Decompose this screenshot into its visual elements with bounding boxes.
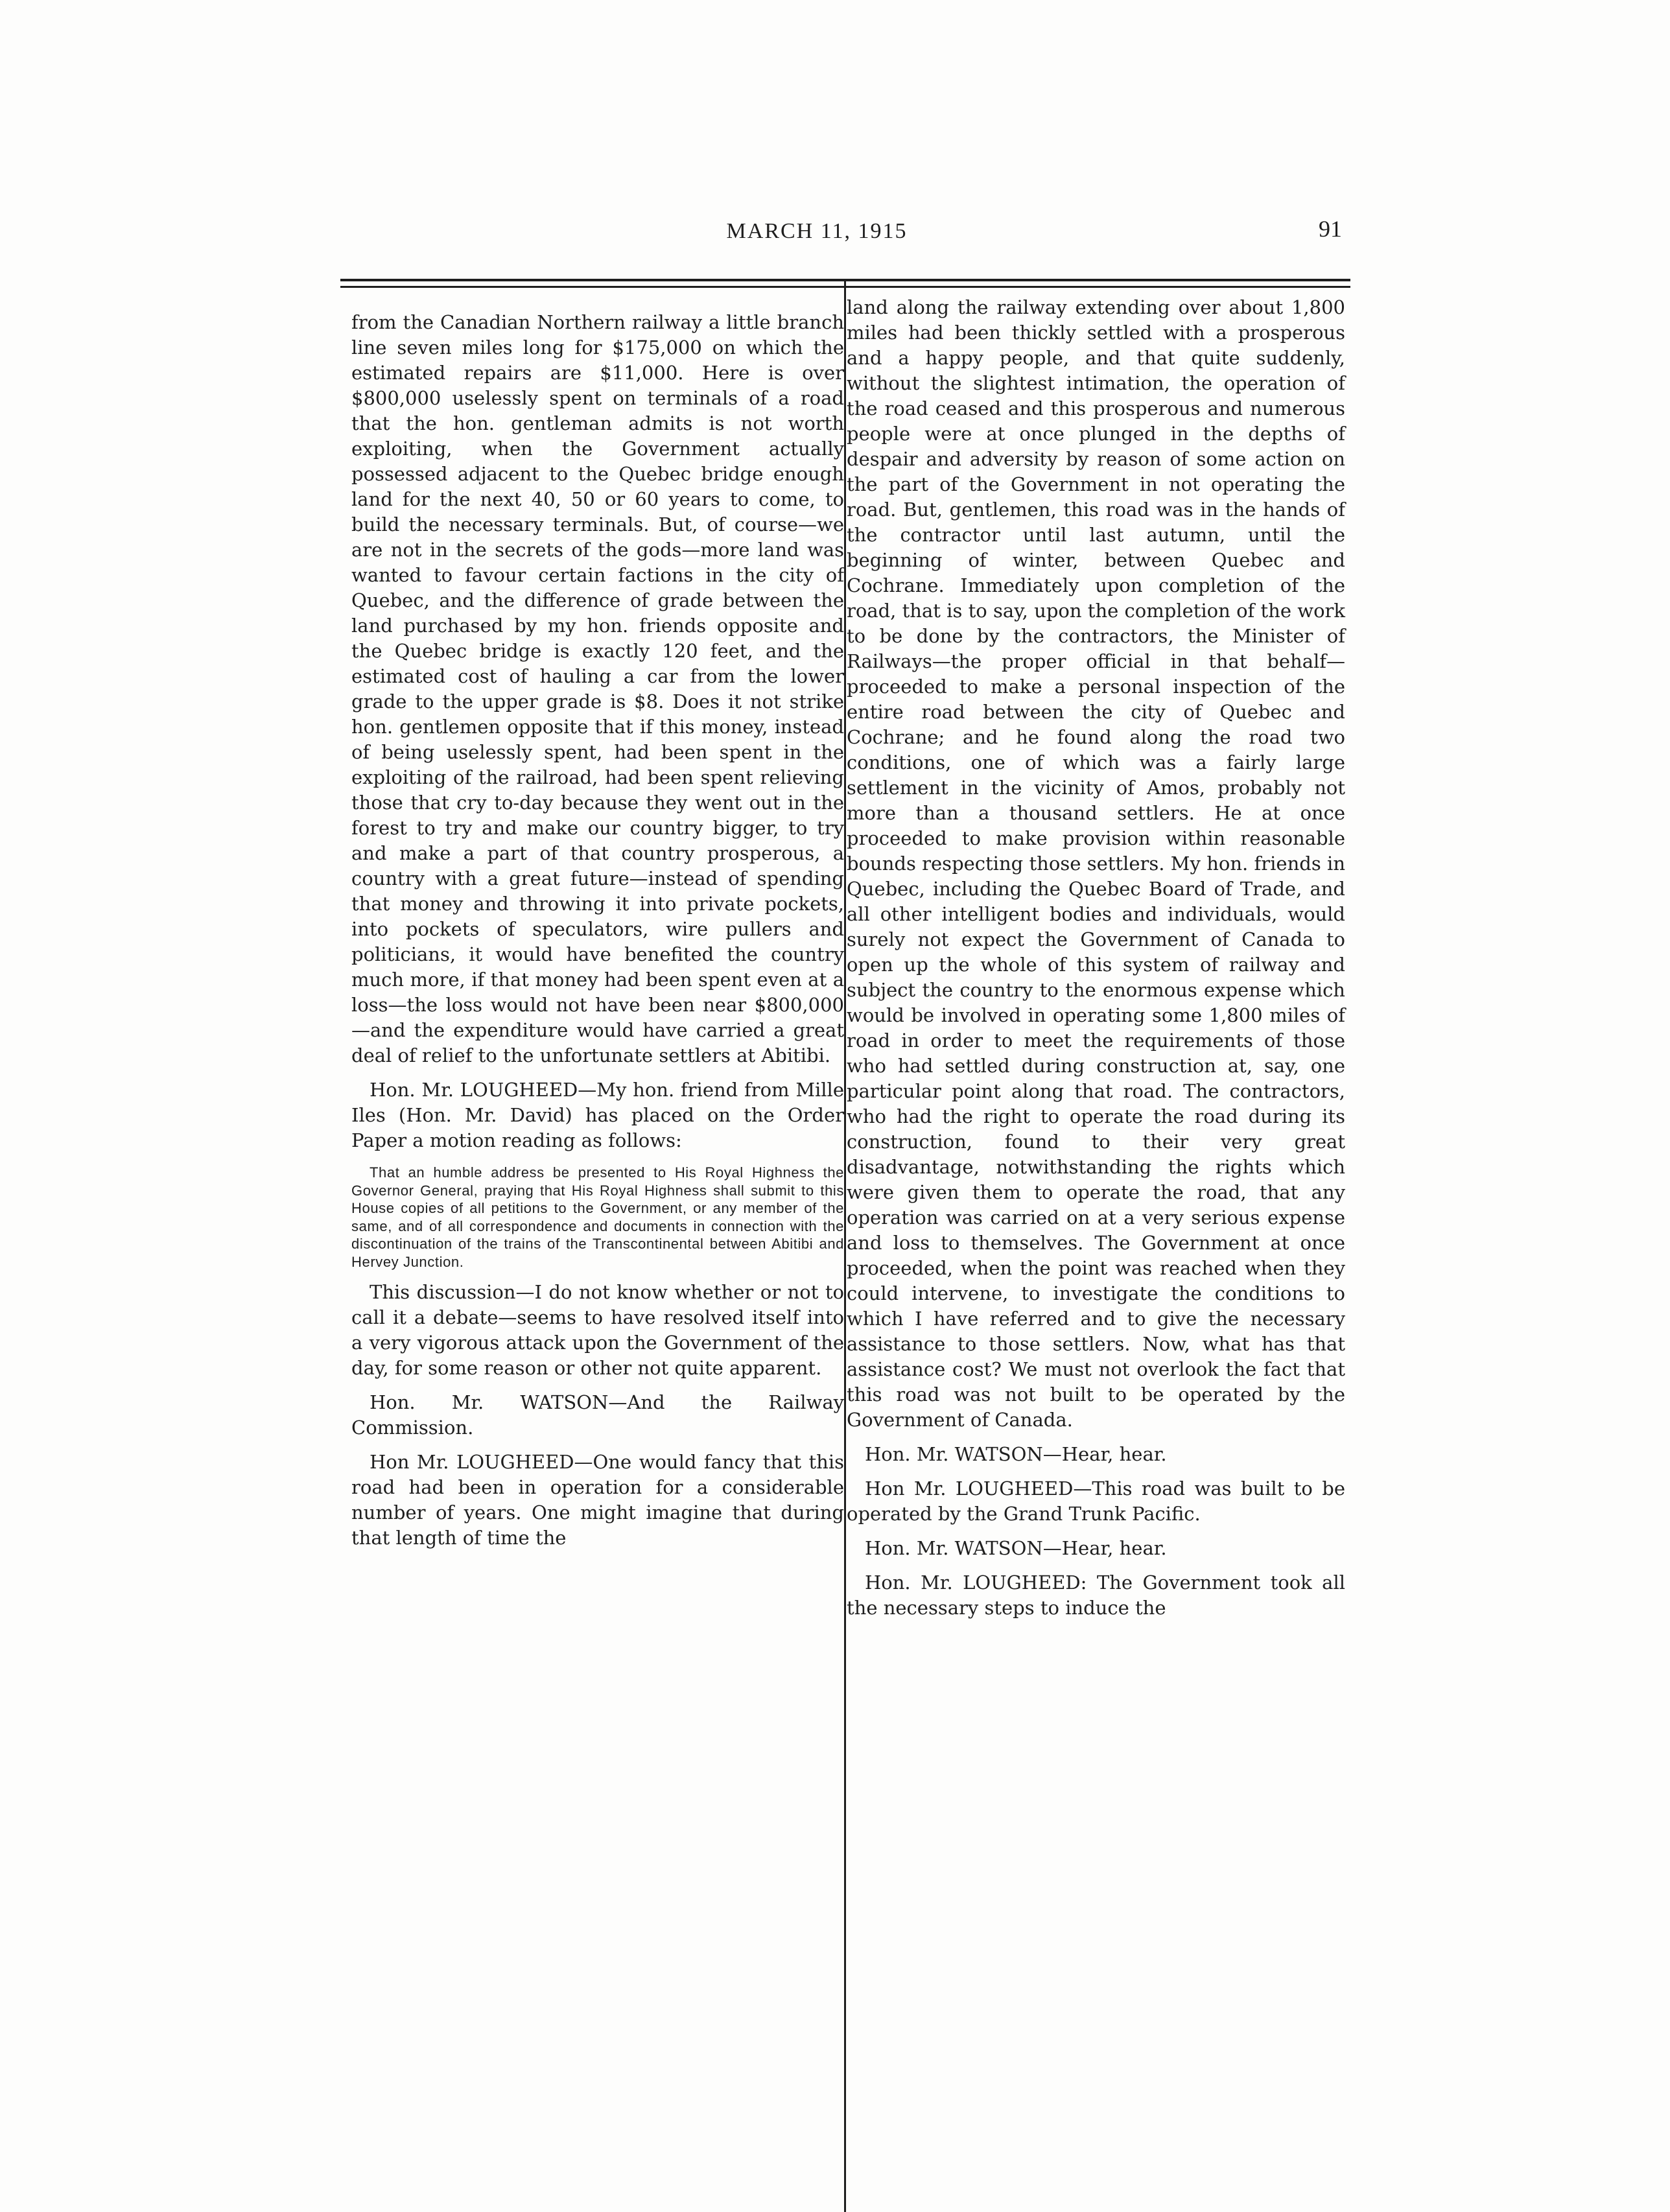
motion-quote: That an humble address be presented to His Royal Highness the Governor General, praying that His Royal Highness shall submit to this House copies of all petitions to the Government, or any member of the same, and of all correspondence and documents in connection with the discontinuation of the trains of the Transcontinental between Abitibi and Hervey Junction. xyxy=(351,1164,844,1270)
right-column xyxy=(847,295,1345,1621)
paragraph-speech: Hon. Mr. LOUGHEED—My hon. friend from Mille Iles (Hon. Mr. David) has placed on the Order Paper a motion reading as follows: xyxy=(351,1079,844,1151)
paragraph: This discussion—I do not know whether or not to call it a debate—seems to have resolved itself into a very vigorous attack upon the Government of the day, for some reason or other not quite apparent. xyxy=(351,1281,844,1379)
paragraph: land along the railway extending over about 1,800 miles had been thickly settled with a prosperous and a happy people, and that quite suddenly, without the slightest intimation, the operation of the road ceased and this prosperous and numerous people were at once plunged in the depths of despair and adversity by reason of some action on the part of the Government in not operating the road. But, gentlemen, this road was in the hands of the contractor until last autumn, until the beginning of winter, between Quebec and Cochrane. Immediately upon completion of the road, that is to say, upon the completion of the work to be done by the contractors, the Minister of Railways—the proper official in that behalf—proceeded to make a personal inspection of the entire road between the city of Quebec and Cochrane; and he found along the road two conditions, one of which was a fairly large settlement in the vicinity of Amos, probably not more than a thousand settlers. He at once proceeded to make provision within reasonable bounds respecting those settlers. My hon. friends in Quebec, including the Quebec Board of Trade, and all other intelligent bodies and individuals, would surely not expect the Government of Canada to open up the whole of this system of railway and subject the country to the enormous expense which would be involved in operating some 1,800 miles of road in order to meet the requirements of those who had settled during construction at, say, one particular point along that road. The contractors, who had the right to operate the road during its construction, found to their very great disadvantage, notwithstanding the rights which were given them to operate the road, that any operation was carried on at a very serious expense and loss to themselves. The Government at once proceeded, when the point was reached when they could intervene, to investigate the conditions to which I have referred and to give the necessary assistance to those settlers. Now, what has that assistance cost? We must not overlook the fact that this road was not built to be operated by the Government of Canada. xyxy=(847,296,1345,1431)
paragraph-speech: Hon Mr. LOUGHEED—One would fancy that this road had been in operation for a considerable number of years. One might imagine that during that length of time the xyxy=(351,1451,844,1549)
paragraph-speech: Hon. Mr. WATSON—And the Railway Commission. xyxy=(351,1391,844,1439)
paragraph-speech: Hon. Mr. LOUGHEED: The Government took all the necessary steps to induce the xyxy=(847,1571,1345,1619)
paragraph-speech: Hon Mr. LOUGHEED—This road was built to be operated by the Grand Trunk Pacific. xyxy=(847,1477,1345,1525)
paragraph: from the Canadian Northern railway a little branch line seven miles long for $175,000 on which the estimated repairs are $11,000. Here is over $800,000 uselessly spent on terminals of a road that the hon. gentleman admits is not worth exploiting, when the Government actually possessed adjacent to the Quebec bridge enough land for the next 40, 50 or 60 years to come, to build the necessary terminals. But, of course—we are not in the secrets of the gods—more land was wanted to favour certain factions in the city of Quebec, and the difference of grade between the land purchased by my hon. friends opposite and the Quebec bridge is exactly 120 feet, and the estimated cost of hauling a car from the lower grade to the upper grade is $8. Does it not strike hon. gentlemen opposite that if this money, instead of being uselessly spent, had been spent in the exploiting of the railroad, had been spent relieving those that cry to-day because they went out in the forest to try and make our country bigger, to try and make a part of that country prosperous, a country with a great future—instead of spending that money and throwing it into private pockets, into pockets of speculators, wire pullers and politicians, it would have benefited the country much more, if that money had been spent even at a loss—the loss would not have been near $800,000—and the expenditure would have carried a great deal of relief to the unfortunate settlers at Abitibi. xyxy=(351,311,844,1066)
paragraph-speech: Hon. Mr. WATSON—Hear, hear. xyxy=(865,1537,1167,1559)
paragraph-speech: Hon. Mr. WATSON—Hear, hear. xyxy=(865,1443,1167,1465)
page-header-date: MARCH 11, 1915 xyxy=(726,219,908,243)
page-number: 91 xyxy=(1319,216,1342,242)
column-divider xyxy=(844,279,846,2212)
left-column xyxy=(351,310,844,1551)
